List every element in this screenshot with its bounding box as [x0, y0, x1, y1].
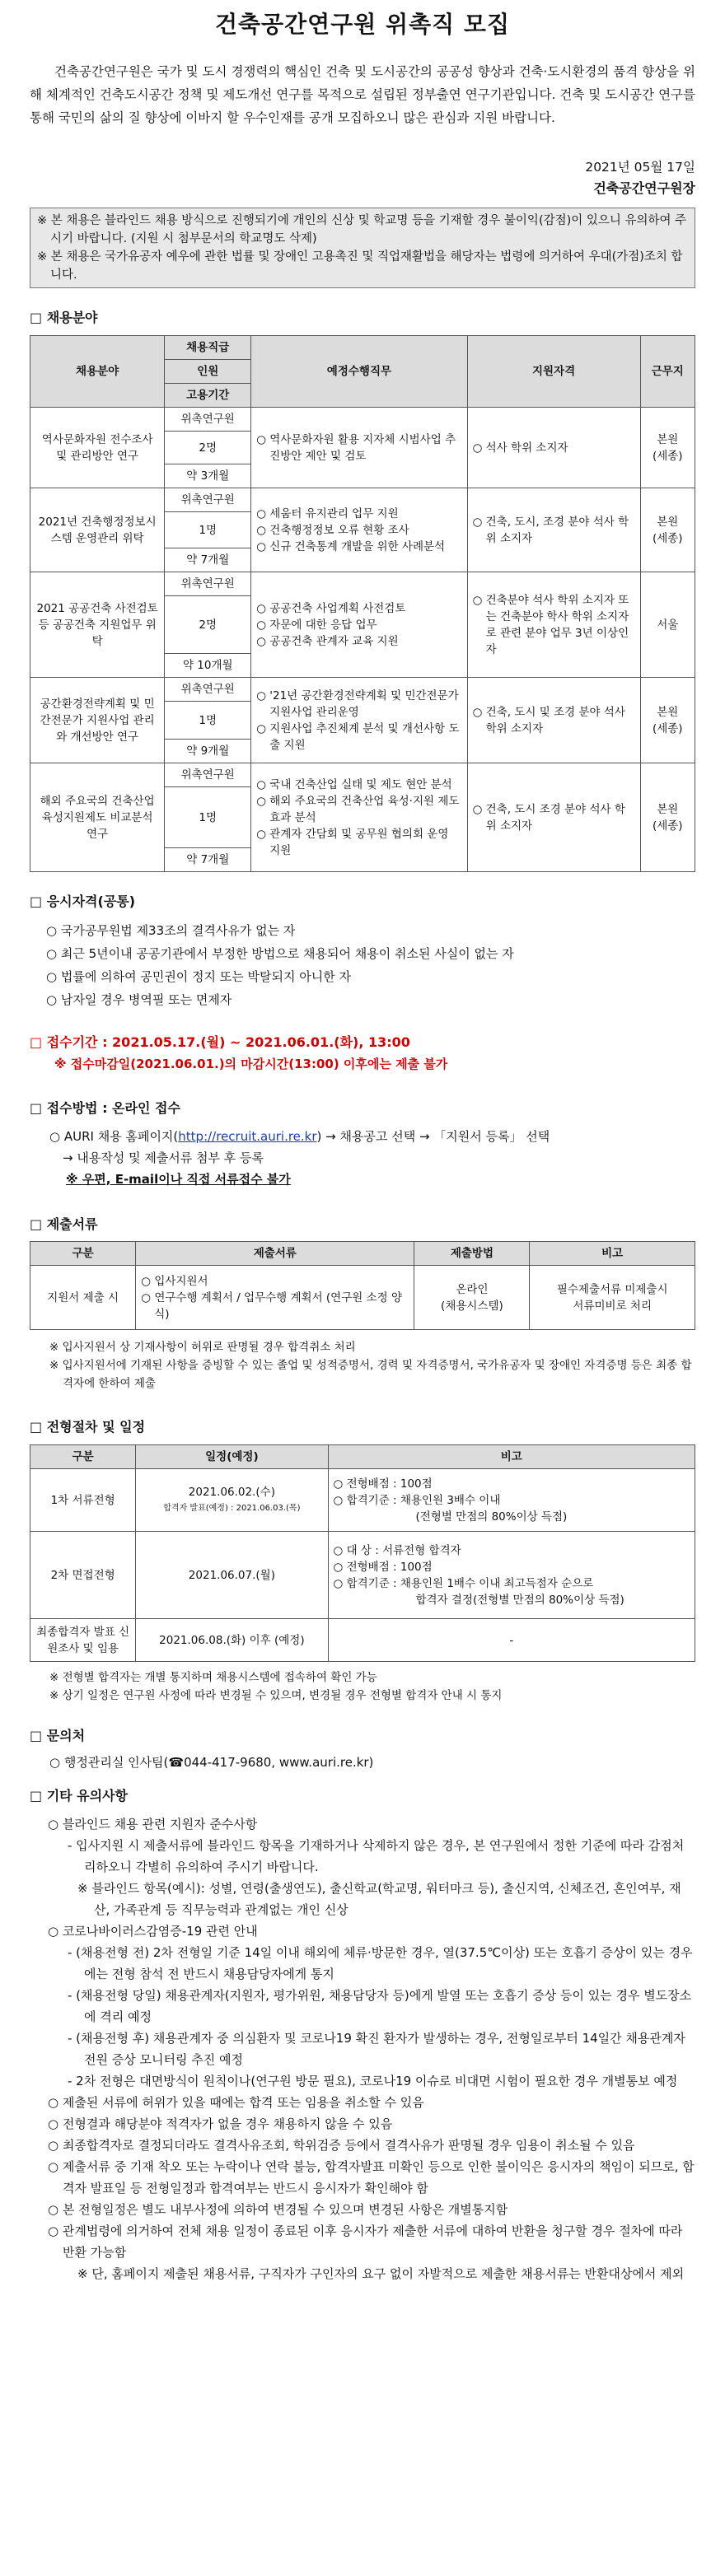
notice-item: ※ 본 채용은 국가유공자 예우에 관한 법률 및 장애인 고용촉진 및 직업재활법을 해당자는 법령에 의거하여 우대(가점)조치 합니다. [37, 250, 683, 282]
stage-note: ○ 전형배점 : 100점 [333, 1560, 433, 1574]
etc-item: ○ 코로나바이러스감염증-19 관련 안내 [48, 1923, 258, 1939]
field-cell: 2021 공공건축 사전검토 등 공공건축 지원업무 위탁 [30, 572, 165, 678]
etc-item: ○ 본 전형일정은 별도 내부사정에 의하여 변경될 수 있으며 변경된 사항은 개별통지함 [48, 2201, 508, 2217]
stage-label: 최종합격자 발표 신원조사 및 임용 [30, 1619, 136, 1662]
qual-cell [467, 572, 640, 678]
duty-item: ○ 관계자 간담회 및 공무원 협의회 운영 지원 [256, 827, 449, 857]
list-item: ○ 남자일 경우 병역필 또는 면제자 [46, 992, 232, 1007]
duty-item: ○ 해외 주요국의 건축산업 육성·지원 제도 효과 분석 [256, 794, 460, 824]
th-method: 제출방법 [414, 1242, 530, 1266]
qual-item: ○ 건축, 도시 및 조경 분야 석사 학위 소지자 [472, 705, 625, 735]
stage-date: 2021.06.08.(화) 이후 (예정) [136, 1619, 328, 1662]
table-row [30, 678, 695, 702]
qual-cell [467, 488, 640, 572]
duty-item: ○ 자문에 대한 응답 업무 [256, 618, 377, 632]
section-title: □ 기타 유의사항 [30, 1788, 128, 1804]
etc-item: ○ 전형결과 해당분야 적격자가 없을 경우 채용하지 않을 수 있음 [48, 2116, 393, 2131]
notice-box [30, 208, 695, 288]
etc-item: - (채용전형 전) 2차 전형일 기준 14일 이내 해외에 체류·방문한 경우, 열(37.5℃이상) 또는 호흡기 증상이 있는 경우에는 전형 참석 전 반드시 채용담당자에게 통지 [68, 1944, 693, 1981]
qual-item: ○ 석사 학위 소지자 [472, 441, 568, 455]
etc-item: - (채용전형 후) 채용관계자 중 의심환자 및 코로나19 확진 환자가 발생하는 경우, 전형일로부터 14일간 채용관계자 전원 증상 모니터링 추진 예정 [68, 2030, 685, 2067]
stage-note: 합격자 결정(전형별 만점의 80%이상 득점) [415, 1593, 624, 1607]
list-item: ○ 법률에 의하여 공민권이 정지 또는 박탈되지 아니한 자 [46, 968, 352, 984]
period-cell: 약 3개월 [165, 464, 251, 488]
th-date: 일정(예정) [136, 1445, 328, 1469]
etc-item: ※ 블라인드 항목(예시): 성별, 연령(출생연도), 출신학교(학교명, 워터마크 등), 출신지역, 신체조건, 혼인여부, 재산, 가족관계 등 직무능력과 관계없는 개인 신상 [77, 1880, 681, 1917]
list-item: ○ 국가공무원법 제33조의 결격사유가 없는 자 [46, 922, 296, 938]
etc-item: ○ 관계법령에 의거하여 전체 채용 일정이 종료된 이후 응시자가 제출한 서류에 대하여 반환을 청구할 경우 절차에 따라 반환 가능함 [48, 2223, 683, 2260]
period-cell: 약 7개월 [165, 848, 251, 872]
duty-item: ○ 건축행정정보 오류 현황 조사 [256, 523, 409, 537]
docs-note: 필수제출서류 미제출시 서류미비로 처리 [530, 1266, 695, 1330]
stage-note: ○ 대 상 : 서류전형 합격자 [333, 1543, 461, 1557]
section-title: □ 전형절차 및 일정 [30, 1419, 146, 1435]
duty-item: ○ 지원사업 추진체계 분석 및 개선사항 도출 지원 [256, 721, 460, 752]
notice-item: ※ 본 채용은 블라인드 채용 방식으로 진행되기에 개인의 신상 및 학교명 등을 기재할 경우 불이익(감점)이 있으니 유의하여 주시기 바랍니다. (지원 시 첨부문서의 학교명도 삭제) [37, 214, 687, 246]
notice-org: 건축공간연구원장 [593, 180, 695, 197]
etc-item: ○ 제출서류 중 기재 착오 또는 누락이나 연락 불능, 합격자발표 미확인 등으로 인한 불이익은 응시자의 책임이 되므로, 합격자 발표일 등 전형일정과 합격여부는 반드시 응시자가 확인해야 함 [48, 2158, 695, 2196]
qual-cell [467, 678, 640, 763]
stage-note: (전형별 만점의 80%이상 득점) [415, 1510, 568, 1524]
section-title: □ 접수방법 : 온라인 접수 [30, 1099, 180, 1116]
stage-date: 2021.06.02.(수) [188, 1485, 275, 1499]
th-docs: 제출서류 [136, 1242, 414, 1266]
grade-cell: 위촉연구원 [165, 678, 251, 702]
docs-table [30, 1241, 695, 1330]
stage-note: ○ 합격기준 : 채용인원 1배수 이내 최고득점자 순으로 [333, 1576, 594, 1590]
th-remark: 비고 [328, 1445, 695, 1469]
table-row [30, 572, 695, 596]
etc-item: ○ 제출된 서류에 허위가 있을 때에는 합격 또는 임용을 취소할 수 있음 [48, 2094, 424, 2110]
etc-item: ○ 블라인드 채용 관련 지원자 준수사항 [48, 1816, 258, 1832]
list-item: ○ 최근 5년이내 공공기관에서 부정한 방법으로 채용되어 채용이 취소된 사실이 없는 자 [46, 945, 514, 961]
etc-item: - 입사지원 시 제출서류에 블라인드 항목을 기재하거나 삭제하지 않은 경우, 본 연구원에서 정한 기준에 따라 감점처리하오니 각별히 유의하여 주시기 바랍니다. [68, 1837, 685, 1874]
num-cell: 2명 [165, 596, 251, 654]
recruit-table [30, 335, 695, 872]
notice-date: 2021년 05월 17일 [585, 160, 695, 175]
grade-cell: 위촉연구원 [165, 572, 251, 596]
duty-item: ○ 세움터 유지관리 업무 지원 [256, 506, 399, 520]
grade-cell: 위촉연구원 [165, 763, 251, 787]
apply-text: ) → 채용공고 선택 → 「지원서 등록」 선택 [316, 1128, 550, 1144]
stage-label: 1차 서류전형 [30, 1469, 136, 1532]
th-num: 인원 [165, 360, 251, 384]
duty-cell [251, 408, 467, 488]
grade-cell: 위촉연구원 [165, 408, 251, 432]
etc-item: ※ 단, 홈페이지 제출된 채용서류, 구직자가 구인자의 요구 없이 자발적으로 제출한 채용서류는 반환대상에서 제외 [77, 2266, 685, 2281]
section-title: □ 채용분야 [30, 310, 98, 326]
etc-item: - (채용전형 당일) 채용관계자(지원자, 평가위원, 채용담당자 등)에게 발열 또는 호흡기 증상 등이 있는 경우 별도장소에 격리 예정 [68, 1987, 692, 2024]
section-title: □ 문의처 [30, 1728, 86, 1744]
qual-cell [467, 408, 640, 488]
num-cell: 1명 [165, 512, 251, 548]
apply-text: → 내용작성 및 제출서류 첨부 후 등록 [63, 1150, 264, 1165]
etc-list [48, 1813, 695, 2284]
apply-text: ○ AURI 채용 홈페이지( [49, 1128, 179, 1144]
loc-cell: 본원 (세종) [640, 488, 695, 572]
th-loc: 근무지 [640, 336, 695, 408]
table-row [30, 763, 695, 787]
qual-cell [467, 763, 640, 872]
etc-item: - 2차 전형은 대면방식이 원칙이나(연구원 방문 필요), 코로나19 이슈로 비대면 시험이 필요한 경우 개별통보 예정 [68, 2073, 678, 2088]
table-row [30, 488, 695, 512]
section-title: □ 제출서류 [30, 1216, 98, 1232]
stage-note: ○ 합격기준 : 채용인원 3배수 이내 [333, 1493, 501, 1507]
docs-category: 지원서 제출 시 [30, 1266, 136, 1330]
field-cell: 해외 주요국의 건축산업 육성지원제도 비교분석 연구 [30, 763, 165, 872]
period-cell: 약 7개월 [165, 548, 251, 572]
loc-cell: 서울 [640, 572, 695, 678]
th-qual: 지원자격 [467, 336, 640, 408]
docs-method: 온라인 (채용시스템) [414, 1266, 530, 1330]
docs-note-item: ※ 입사지원서 상 기재사항이 허위로 판명될 경우 합격취소 처리 [49, 1341, 356, 1355]
schedule-notes [49, 1668, 695, 1705]
stage-note: ○ 전형배점 : 100점 [333, 1477, 433, 1491]
docs-notes [49, 1338, 695, 1393]
th-stage: 구분 [30, 1445, 136, 1469]
stage-date: 2021.06.07.(월) [136, 1532, 328, 1619]
th-field: 채용분야 [30, 336, 165, 408]
deadline-note: ※ 접수마감일(2021.06.01.)의 마감시간(13:00) 이후에는 제출 불가 [54, 1056, 448, 1071]
loc-cell: 본원 (세종) [640, 678, 695, 763]
period-cell: 약 10개월 [165, 654, 251, 678]
duty-item: ○ 역사문화자원 활용 지자체 시범사업 추진방안 제안 및 검토 [256, 432, 456, 463]
docs-item: ○ 연구수행 계획서 / 업무수행 계획서 (연구원 소정 양식) [141, 1290, 403, 1321]
num-cell: 2명 [165, 432, 251, 464]
contact-info: ○ 행정관리실 인사팀(☎044-417-9680, www.auri.re.kr) [49, 1755, 374, 1771]
duty-cell [251, 488, 467, 572]
section-title: □ 접수기간 : 2021.05.17.(월) ~ 2021.06.01.(화), 13:00 [30, 1034, 410, 1050]
qual-item: ○ 건축분야 석사 학위 소지자 또는 건축분야 학사 학위 소지자로 관련 분야 업무 3년 이상인 자 [472, 593, 629, 656]
duty-item: ○ 신규 건축통계 개발을 위한 사례분석 [256, 539, 446, 553]
num-cell: 1명 [165, 787, 251, 848]
duty-item: ○ 국내 건축산업 실태 및 제도 현안 분석 [256, 777, 452, 791]
duty-cell [251, 678, 467, 763]
field-cell: 2021년 건축행정정보시스템 운영관리 위탁 [30, 488, 165, 572]
stage-label: 2차 면접전형 [30, 1532, 136, 1619]
apply-method [49, 1126, 695, 1190]
duty-item: ○ 공공건축 관계자 교육 지원 [256, 634, 399, 648]
loc-cell: 본원 (세종) [640, 763, 695, 872]
period-cell: 약 9개월 [165, 740, 251, 763]
grade-cell: 위촉연구원 [165, 488, 251, 512]
duty-item: ○ '21년 공간환경전략계획 및 민간전문가 지원사업 관리운영 [256, 688, 459, 719]
page-title: 건축공간연구원 위촉직 모집 [214, 11, 511, 38]
stage-date-sub: 합격자 발표(예정) : 2021.06.03.(목) [163, 1503, 301, 1513]
num-cell: 1명 [165, 702, 251, 740]
qualification-list [46, 919, 695, 1011]
qual-item: ○ 건축, 도시 조경 분야 석사 학위 소지자 [472, 802, 625, 833]
th-period: 고용기간 [165, 384, 251, 408]
loc-cell: 본원 (세종) [640, 408, 695, 488]
qual-item: ○ 건축, 도시, 조경 분야 석사 학위 소지자 [472, 515, 629, 545]
th-note: 비고 [530, 1242, 695, 1266]
intro-text: 건축공간연구원은 국가 및 도시 경쟁력의 핵심인 건축 및 도시공간의 공공성 향상과 건축·도시환경의 품격 향상을 위해 체계적인 건축도시공간 정책 및 제도개선 연구를 목적으로 설립된 정부출연 연구기관입니다. 건축 및 도시공간 연구를 통해 국민의 삶의 질 향상에 이바지 할 우수인재를 공개 모집하오니 많은 관심과 지원 바랍니다. [30, 64, 695, 126]
table-row [30, 408, 695, 432]
schedule-note-item: ※ 상기 일정은 연구원 사정에 따라 변경될 수 있으며, 변경될 경우 전형별 합격자 안내 시 통지 [49, 1689, 503, 1703]
th-grade: 채용직급 [165, 336, 251, 360]
section-title: □ 응시자격(공통) [30, 894, 136, 909]
field-cell: 공간환경전략계획 및 민간전문가 지원사업 관리와 개선방안 연구 [30, 678, 165, 763]
etc-item: ○ 최종합격자로 결정되더라도 결격사유조회, 학위검증 등에서 결격사유가 판명될 경우 임용이 취소될 수 있음 [48, 2137, 635, 2153]
docs-item: ○ 입사지원서 [141, 1274, 208, 1288]
field-cell: 역사문화자원 전수조사 및 관리방안 연구 [30, 408, 165, 488]
th-cat: 구분 [30, 1242, 136, 1266]
duty-cell [251, 763, 467, 872]
schedule-note-item: ※ 전형별 합격자는 개별 통지하며 채용시스템에 접속하여 확인 가능 [49, 1671, 377, 1685]
stage-note: - [328, 1619, 695, 1662]
recruit-link[interactable]: http://recruit.auri.re.kr [178, 1128, 317, 1144]
duty-item: ○ 공공건축 사업계획 사전검토 [256, 601, 406, 615]
duty-cell [251, 572, 467, 678]
th-duty: 예정수행직무 [251, 336, 467, 408]
schedule-table [30, 1444, 695, 1662]
docs-note-item: ※ 입사지원서에 기재된 사항을 증빙할 수 있는 졸업 및 성적증명서, 경력 및 자격증명서, 국가유공자 및 장애인 자격증명 등은 최종 합격자에 한하여 제출 [49, 1359, 692, 1391]
apply-note: ※ 우편, E-mail이나 직접 서류접수 불가 [66, 1171, 291, 1187]
